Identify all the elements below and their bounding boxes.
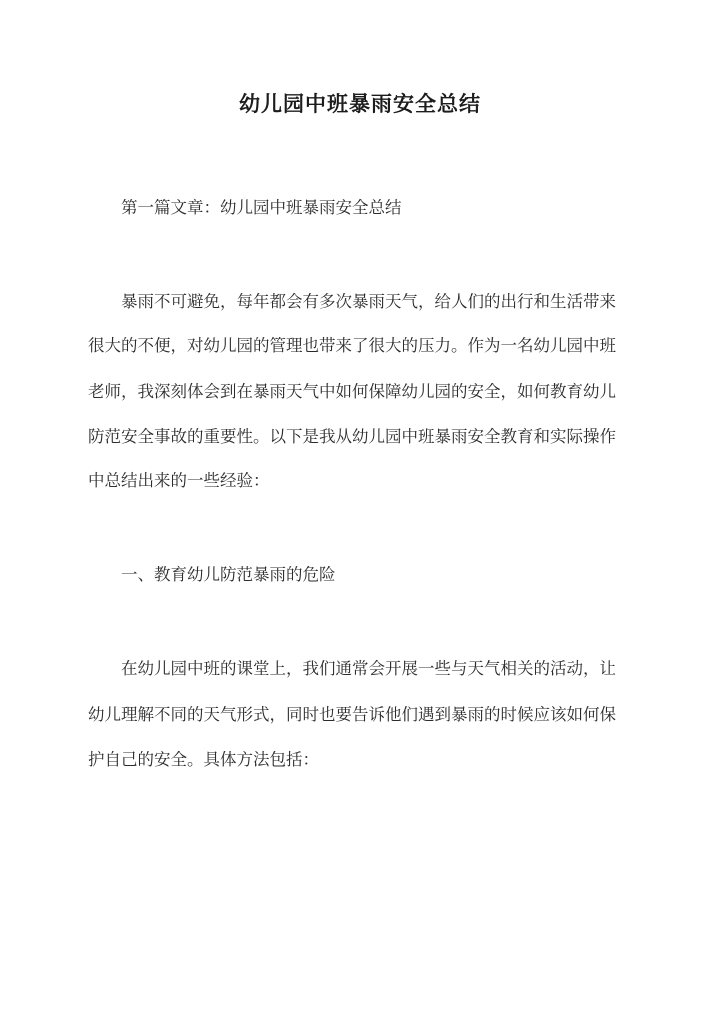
document-title: 幼儿园中班暴雨安全总结 (239, 91, 481, 116)
article-subtitle: 第一篇文章：幼儿园中班暴雨安全总结 (121, 198, 402, 217)
paragraph-1-line-5: 中总结出来的一些经验： (88, 471, 270, 490)
paragraph-2-line-2: 幼儿理解不同的天气形式，同时也要告诉他们遇到暴雨的时候应该如何保 (88, 705, 616, 724)
paragraph-1-line-4: 防范安全事故的重要性。以下是我从幼儿园中班暴雨安全教育和实际操作 (88, 427, 616, 446)
paragraph-1-line-1: 暴雨不可避免，每年都会有多次暴雨天气，给人们的出行和生活带来 (121, 292, 616, 311)
paragraph-1-line-2: 很大的不便，对幼儿园的管理也带来了很大的压力。作为一名幼儿园中班 (88, 336, 616, 355)
section-heading-1: 一、教育幼儿防范暴雨的危险 (121, 565, 336, 584)
paragraph-2-line-3: 护自己的安全。具体方法包括： (88, 750, 319, 769)
paragraph-1-line-3: 老师，我深刻体会到在暴雨天气中如何保障幼儿园的安全，如何教育幼儿 (88, 382, 616, 401)
paragraph-2-line-1: 在幼儿园中班的课堂上，我们通常会开展一些与天气相关的活动，让 (121, 659, 616, 678)
